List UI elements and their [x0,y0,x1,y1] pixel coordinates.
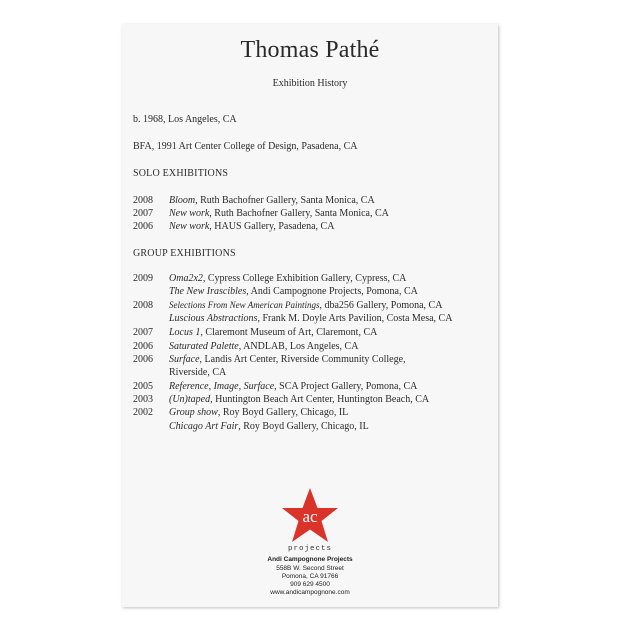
footer-web: www.andicampognone.com [270,589,350,596]
exhibition-venue: Riverside, CA [169,367,227,378]
footer-phone: 909 629 4500 [290,581,330,588]
group-heading: GROUP EXHIBITIONS [133,248,236,259]
exhibition-venue: , dba256 Gallery, Pomona, CA [319,300,443,311]
exhibition-title: The New Irascibles [169,286,247,297]
exhibition-venue: , Huntington Beach Art Center, Huntington Beach, CA [210,394,430,405]
exhibition-title: New work [169,221,210,232]
exhibition-venue: , Claremont Museum of Art, Claremont, CA [200,327,378,338]
exhibition-venue: , Frank M. Doyle Arts Pavilion, Costa Mesa, CA [257,313,453,324]
group-year: 2003 [133,394,153,405]
exhibition-venue: , Roy Boyd Gallery, Chicago, IL [238,421,369,432]
group-entry [169,394,429,405]
footer-street: 558B W. Second Street [276,565,344,572]
solo-year: 2008 [133,195,153,206]
exhibition-title: Surface [169,354,200,365]
group-year: 2006 [133,354,153,365]
exhibition-venue: , Cypress College Exhibition Gallery, Cypress, CA [202,273,407,284]
artist-name: Thomas Pathé [240,37,380,63]
group-entry [169,286,418,297]
solo-year: 2006 [133,221,153,232]
exhibition-venue: , Ruth Bachofner Gallery, Santa Monica, CA [209,208,389,219]
exhibition-title: (Un)taped [169,394,211,405]
group-entry [169,407,348,418]
group-entry [169,341,358,352]
group-year: 2008 [133,300,153,311]
exhibition-title: Chicago Art Fair [169,421,239,432]
exhibition-title: Group show [169,407,218,418]
exhibition-venue: , SCA Project Gallery, Pomona, CA [274,381,418,392]
exhibition-venue: , Ruth Bachofner Gallery, Santa Monica, CA [195,195,375,206]
ac-star-logo [280,487,340,545]
group-year: 2009 [133,273,153,284]
exhibition-venue: , Andi Campognone Projects, Pomona, CA [246,286,418,297]
group-entry-continued [169,367,226,378]
logo-word: projects [287,545,332,553]
group-entry [169,327,377,338]
exhibition-title: Locus 1 [169,327,201,338]
exhibition-title: Bloom [169,195,196,206]
exhibition-venue: , HAUS Gallery, Pasadena, CA [209,221,335,232]
solo-entry [169,195,375,206]
group-entry [169,273,406,284]
group-entry [169,354,406,365]
exhibition-venue: , Landis Art Center, Riverside Community College, [199,354,406,365]
solo-year: 2007 [133,208,153,219]
exhibition-title: Reference, Image, Surface [169,381,275,392]
group-entry [169,381,417,392]
footer-org: Andi Campognone Projects [267,556,353,563]
exhibition-venue: , ANDLAB, Los Angeles, CA [238,341,359,352]
exhibition-title: Selections From New American Paintings [169,300,320,310]
solo-entry [169,221,334,232]
logo-mark: ac [302,507,318,526]
exhibition-title: Oma2x2 [169,273,203,284]
group-year: 2005 [133,381,153,392]
exhibition-title: Luscious Abstractions [169,313,258,324]
exhibition-title: Saturated Palette [169,341,239,352]
footer-city: Pomona, CA 91766 [281,573,339,580]
document-subtitle: Exhibition History [272,78,348,89]
group-entry [169,421,369,432]
exhibition-venue: , Roy Boyd Gallery, Chicago, IL [217,407,349,418]
group-year: 2007 [133,327,153,338]
exhibition-title: New work [169,208,210,219]
group-year: 2006 [133,341,153,352]
solo-entry [169,208,389,219]
group-entry [169,300,442,311]
solo-heading: SOLO EXHIBITIONS [133,168,229,179]
education-line: BFA, 1991 Art Center College of Design, Pasadena, CA [133,141,358,152]
group-year: 2002 [133,407,153,418]
group-entry [169,313,452,324]
exhibition-sheet [122,24,498,607]
birth-line: b. 1968, Los Angeles, CA [133,114,237,125]
